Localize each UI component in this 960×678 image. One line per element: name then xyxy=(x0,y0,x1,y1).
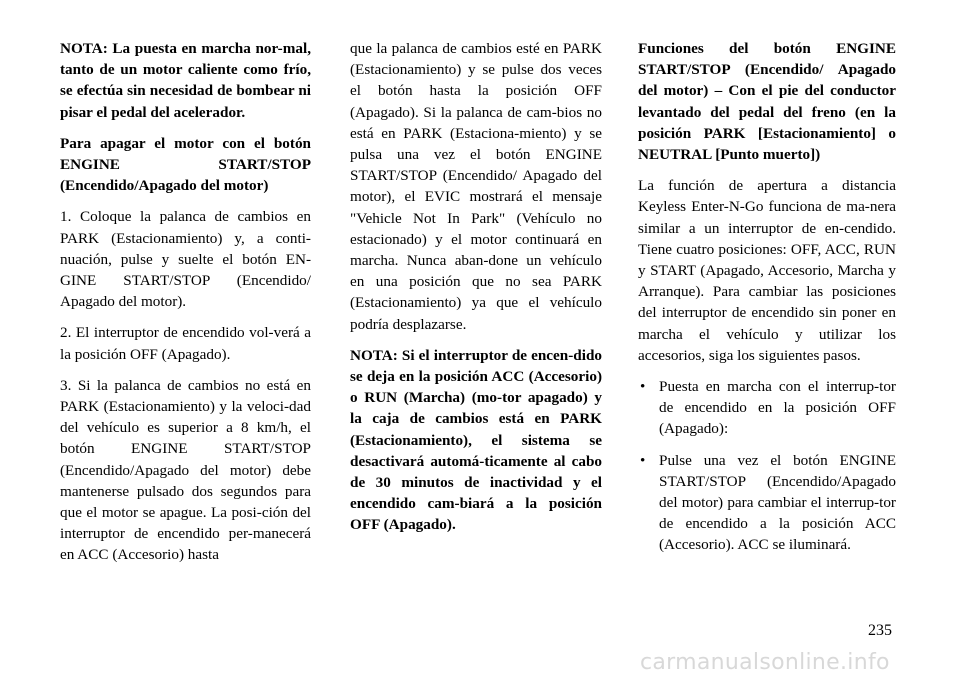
list-item xyxy=(638,376,896,440)
bullet-icon: • xyxy=(640,451,646,469)
list-item-text: Pulse una vez el botón ENGINE START/STOP (Encendido/Apagado del motor) para cambiar el interrup-tor de encendido a la posición ACC (Accesorio). ACC se iluminará. xyxy=(659,451,896,554)
column-left xyxy=(60,38,311,576)
step-1: 1. Coloque la palanca de cambios en PARK (Estacionamiento) y, a conti-nuación, pulse y suelte el botón EN-GINE START/STOP (Encendido/ Apagado del motor). xyxy=(60,208,311,311)
column-right xyxy=(638,38,896,566)
list-item-text: Puesta en marcha con el interrup-tor de encendido en la posición OFF (Apagado): xyxy=(659,378,896,438)
step-3: 3. Si la palanca de cambios no está en PARK (Estacionamiento) y la veloci-dad del vehículo es superior a 8 km/h, el botón ENGINE START/STOP (Encendido/Apagado del motor) debe mantenerse pulsado dos segundos para que el motor se apague. La posi-ción del interruptor de encendido per-manecerá en ACC (Accesorio) hasta xyxy=(60,376,311,564)
list-item xyxy=(638,450,896,556)
note-engine-start: NOTA: La puesta en marcha nor-mal, tanto de un motor caliente como frío, se efectúa sin necesidad de bombear ni pisar el pedal del acelerador. xyxy=(60,40,311,121)
note-ignition-acc: NOTA: Si el interruptor de encen-dido se deja en la posición ACC (Accesorio) o RUN (Marcha) (mo-tor apagado) y la caja de cambios está en PARK (Estacionamiento), el sistema se desactivará automá-ticamente al cabo de 30 minutos de inactividad y el encendido cam-biará a la posición OFF (Apagado). xyxy=(350,346,602,534)
section-heading-button-functions: Funciones del botón ENGINE START/STOP (Encendido/ Apagado del motor) – Con el pie del conductor levantado del pedal del freno (en la posición PARK [Estacionamiento] o NEUTRAL [Punto muerto]) xyxy=(638,40,896,164)
bullet-icon: • xyxy=(640,378,646,396)
step-3-continuation: que la palanca de cambios esté en PARK (Estacionamiento) y se pulse dos veces el botón hasta la posición OFF (Apagado). Si la palanca de cam-bios no está en PARK (Estaciona-miento) y se pulsa una vez el botón ENGINE START/STOP (Encendido/ Apagado del motor), el EVIC mostrará el mensaje "Vehicle Not In Park" (Vehículo no estacionado) y el motor continuará en marcha. Nunca aban-done un vehículo en una posición que no sea PARK (Estacionamiento) ya que el vehículo podría desplazarse. xyxy=(350,40,602,333)
step-2: 2. El interruptor de encendido vol-verá a la posición OFF (Apagado). xyxy=(60,324,311,363)
keyless-paragraph: La función de apertura a distancia Keyless Enter-N-Go funciona de ma-nera similar a un interruptor de en-cendido. Tiene cuatro posiciones: OFF, ACC, RUN y START (Apagado, Accesorio, Marcha y Arranque). Para cambiar las posiciones del interruptor de encendido sin poner en marcha el vehículo y utilizar los accesorios, siga los siguientes pasos. xyxy=(638,177,896,364)
page-number: 235 xyxy=(868,622,892,639)
section-heading-stop-engine: Para apagar el motor con el botón ENGINE START/STOP (Encendido/Apagado del motor) xyxy=(60,134,311,195)
footer-watermark: carmanualsonline.info xyxy=(640,650,890,675)
column-middle xyxy=(350,38,602,546)
